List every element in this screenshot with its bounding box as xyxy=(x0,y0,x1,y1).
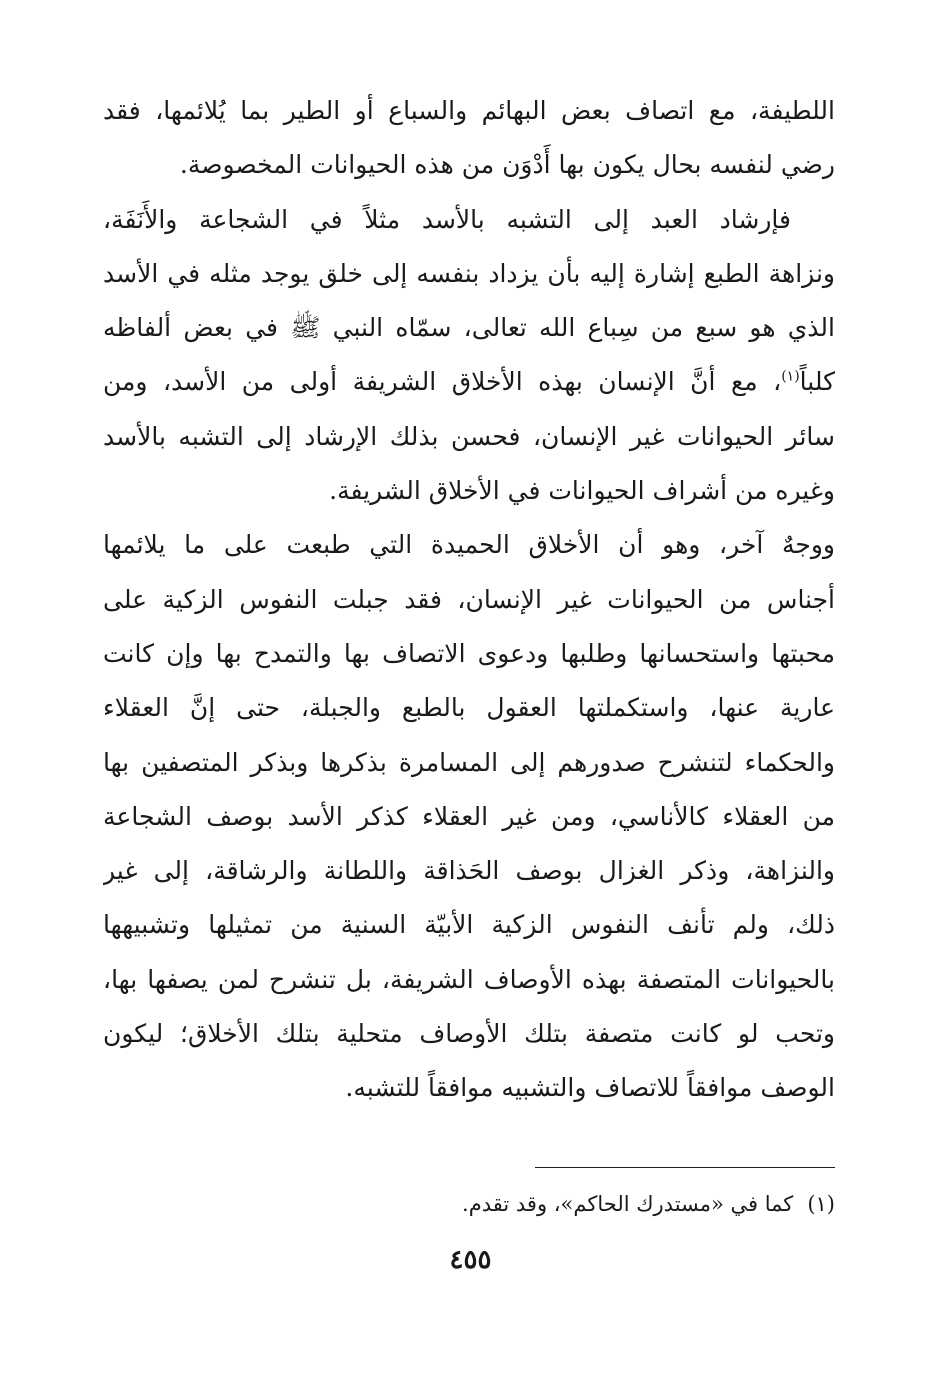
page-number: ٤٥٥ xyxy=(449,1245,492,1275)
text-line: ذلك، ولم تأنف النفوس الزكية الأبيّة السنية من تمثيلها وتشبيهها xyxy=(103,910,835,940)
text-line: بالحيوانات المتصفة بهذه الأوصاف الشريفة، بل تنشرح لمن يصفها بها، xyxy=(103,964,835,994)
text-line: فإرشاد العبد إلى التشبه بالأسد مثلاً في الشجاعة والأَنَفَة، xyxy=(103,204,791,234)
text-line: أجناس من الحيوانات غير الإنسان، فقد جبلت النفوس الزكية على xyxy=(103,584,835,614)
text-line: اللطيفة، مع اتصاف بعض البهائم والسباع أو الطير بما يُلائمها، فقد xyxy=(103,96,835,125)
text-line: ونزاهة الطبع إشارة إليه بأن يزداد بنفسه إلى خلق يوجد مثله في الأسد xyxy=(103,258,835,288)
footnote-number: (١) xyxy=(807,1192,835,1216)
footnote-separator xyxy=(535,1167,835,1168)
text-line xyxy=(103,355,835,409)
text-segment: كلباً xyxy=(799,367,835,397)
text-line: ووجهٌ آخر، وهو أن الأخلاق الحميدة التي طبعت على ما يلائمها xyxy=(103,530,835,560)
main-text xyxy=(103,84,835,1116)
text-segment: ، مع أنَّ الإنسان بهذه الأخلاق الشريفة أولى من الأسد، ومن xyxy=(103,367,782,397)
text-line: والحكماء لتنشرح صدورهم إلى المسامرة بذكرها وبذكر المتصفين بها xyxy=(103,747,835,777)
footnote xyxy=(103,1186,835,1222)
text-line: عارية عنها، واستكملتها العقول بالطبع والجبلة، حتى إنَّ العقلاء xyxy=(103,693,835,723)
text-line: وغيره من أشراف الحيوانات في الأخلاق الشريفة. xyxy=(329,476,835,506)
text-line: الوصف موافقاً للاتصاف والتشبيه موافقاً للتشبه. xyxy=(345,1073,835,1103)
footnote-reference[interactable]: (١) xyxy=(781,369,800,386)
footnote-text: كما في «مستدرك الحاكم»، وقد تقدم. xyxy=(462,1192,794,1216)
text-line: رضي لنفسه بحال يكون بها أَدْوَن من هذه الحيوانات المخصوصة. xyxy=(179,150,835,180)
text-line: والنزاهة، وذكر الغزال بوصف الحَذاقة واللطانة والرشاقة، إلى غير xyxy=(103,856,835,886)
text-line: من العقلاء كالأناسي، ومن غير العقلاء كذكر الأسد بوصف الشجاعة xyxy=(103,801,835,831)
text-line: الذي هو سبع من سِباع الله تعالى، سمّاه النبي ﷺ في بعض ألفاظه xyxy=(103,313,835,343)
text-line: محبتها واستحسانها وطلبها ودعوى الاتصاف بها والتمدح بها وإن كانت xyxy=(103,638,835,668)
text-line: وتحب لو كانت متصفة بتلك الأوصاف متحلية بتلك الأخلاق؛ ليكون xyxy=(103,1019,835,1049)
text-line: سائر الحيوانات غير الإنسان، فحسن بذلك الإرشاد إلى التشبه بالأسد xyxy=(103,421,835,451)
